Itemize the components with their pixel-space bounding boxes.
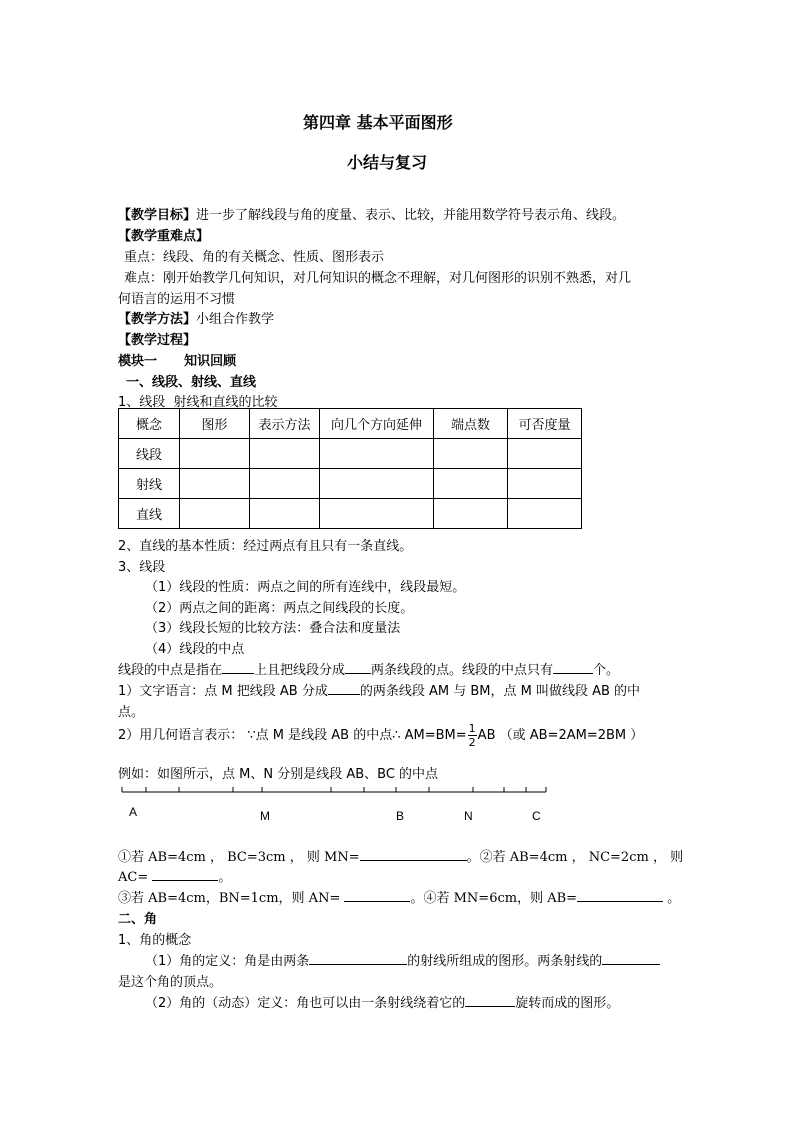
question-1b xyxy=(118,866,231,885)
midpoint-definition xyxy=(118,659,619,678)
question-1 xyxy=(118,846,683,865)
table-cell xyxy=(508,439,582,469)
table-cell xyxy=(434,499,508,529)
point-label-m: M xyxy=(260,809,270,823)
blank-field[interactable] xyxy=(309,952,407,965)
q1b-text: AC= xyxy=(118,870,149,885)
table-cell xyxy=(508,499,582,529)
blank-field[interactable] xyxy=(553,661,593,674)
sub-item-4: （4）线段的中点 xyxy=(145,642,245,657)
sub-item-1: （1）线段的性质：两点之间的所有连线中，线段最短。 xyxy=(145,580,466,595)
comparison-table xyxy=(118,408,582,529)
table-cell: 直线 xyxy=(119,499,180,529)
process-label: 【教学过程】 xyxy=(118,333,197,348)
table-cell xyxy=(508,469,582,499)
table-cell xyxy=(434,469,508,499)
blank-field[interactable] xyxy=(345,661,371,674)
hard-point-line1: 难点：刚开始教学几何知识，对几何知识的概念不理解，对几何图形的识别不熟悉，对几 xyxy=(124,271,632,286)
angle-definition xyxy=(145,950,660,969)
goal-label: 【教学目标】 xyxy=(118,208,197,223)
table-header: 图形 xyxy=(180,409,250,439)
angle-dynamic-definition xyxy=(145,992,619,1011)
fraction-numerator: 1 xyxy=(468,722,476,735)
item3: 3、线段 xyxy=(118,560,166,575)
fraction xyxy=(468,722,477,749)
method-text: 小组合作教学 xyxy=(196,312,275,327)
module-heading: 模块一 知识回顾 xyxy=(118,354,237,369)
text-language-line1 xyxy=(118,680,640,699)
q1-text-1: ①若 AB=4cm ， BC=3cm ， 则 MN= xyxy=(118,850,360,865)
teaching-method xyxy=(118,308,274,327)
q2-text-3: 。 xyxy=(667,891,681,906)
angle-dyn-1: （2）角的（动态）定义：角也可以由一条射线绕着它的 xyxy=(145,996,466,1011)
teaching-goal xyxy=(118,204,625,223)
blank-field[interactable] xyxy=(152,868,218,881)
blank-field[interactable] xyxy=(328,682,360,695)
angle-definition-2: 是这个角的顶点。 xyxy=(118,975,223,990)
blank-field[interactable] xyxy=(602,952,660,965)
sub-item-3: （3）线段长短的比较方法：叠合法和度量法 xyxy=(145,621,401,636)
geo-lang-2: AB （或 AB=2AM=2BM ） xyxy=(477,728,644,743)
angle-dyn-2: 旋转而成的图形。 xyxy=(515,996,620,1011)
item1: 1、线段 射线和直线的比较 xyxy=(118,395,278,410)
angle-concept: 1、角的概念 xyxy=(118,933,192,948)
page-subtitle: 小结与复习 xyxy=(347,153,428,172)
q1b-end: 。 xyxy=(218,870,232,885)
section1-heading: 一、线段、射线、直线 xyxy=(126,375,257,390)
table-cell xyxy=(250,499,320,529)
point-label-b: B xyxy=(396,809,405,823)
question-2 xyxy=(118,887,680,906)
text-lang-1: 1）文字语言：点 M 把线段 AB 分成 xyxy=(118,684,328,699)
key-point: 重点：线段、角的有关概念、性质、图形表示 xyxy=(124,250,385,265)
point-label-c: C xyxy=(532,809,541,823)
blank-field[interactable] xyxy=(344,889,410,902)
blank-field[interactable] xyxy=(577,889,663,902)
fraction-denominator: 2 xyxy=(468,736,476,749)
table-row xyxy=(119,439,582,469)
line-segment-diagram xyxy=(118,780,558,830)
table-cell xyxy=(320,469,434,499)
blank-field[interactable] xyxy=(465,994,515,1007)
geo-lang-1: 2）用几何语言表示： ∵点 M 是线段 AB 的中点∴ AM=BM= xyxy=(118,728,467,743)
table-cell xyxy=(180,469,250,499)
midpoint-text-1: 线段的中点是指在 xyxy=(118,663,223,678)
table-cell: 线段 xyxy=(119,439,180,469)
midpoint-text-3: 两条线段的点。线段的中点只有 xyxy=(371,663,554,678)
method-label: 【教学方法】 xyxy=(118,312,197,327)
table-cell xyxy=(434,439,508,469)
table-header-row xyxy=(119,409,582,439)
table-cell xyxy=(180,439,250,469)
q2-text-1: ③若 AB=4cm，BN=1cm，则 AN= xyxy=(118,891,341,906)
table-header: 概念 xyxy=(119,409,180,439)
difficulty-label: 【教学重难点】 xyxy=(118,229,210,244)
point-label-n: N xyxy=(464,809,473,823)
midpoint-text-4: 个。 xyxy=(593,663,620,678)
table-header: 可否度量 xyxy=(508,409,582,439)
item2: 2、直线的基本性质：经过两点有且只有一条直线。 xyxy=(118,539,413,554)
angle-def-2: 的射线所组成的图形。两条射线的 xyxy=(407,954,603,969)
table-cell xyxy=(250,469,320,499)
table-cell xyxy=(320,439,434,469)
goal-text: 进一步了解线段与角的度量、表示、比较，并能用数学符号表示角、线段。 xyxy=(196,208,626,223)
table-cell xyxy=(250,439,320,469)
blank-field[interactable] xyxy=(222,661,254,674)
midpoint-text-2: 上且把线段分成 xyxy=(254,663,346,678)
text-lang-2: 的两条线段 AM 与 BM，点 M 叫做线段 AB 的中 xyxy=(359,684,641,699)
angle-def-1: （1）角的定义：角是由两条 xyxy=(145,954,310,969)
sub-item-2: （2）两点之间的距离：两点之间线段的长度。 xyxy=(145,601,414,616)
table-cell: 射线 xyxy=(119,469,180,499)
table-header: 端点数 xyxy=(434,409,508,439)
geometry-language xyxy=(118,722,643,749)
page-title: 第四章 基本平面图形 xyxy=(303,113,453,132)
table-row xyxy=(119,469,582,499)
blank-field[interactable] xyxy=(360,848,467,861)
point-label-a: A xyxy=(129,805,138,819)
hard-point-line2: 何语言的运用不习惯 xyxy=(118,292,236,307)
table-cell xyxy=(180,499,250,529)
table-header: 表示方法 xyxy=(250,409,320,439)
q1-text-2: 。②若 AB=4cm ， NC=2cm ， 则 xyxy=(466,850,684,865)
table-cell xyxy=(320,499,434,529)
q2-text-2: 。④若 MN=6cm，则 AB= xyxy=(410,891,578,906)
table-row xyxy=(119,499,582,529)
text-language-line2: 点。 xyxy=(118,705,145,720)
table-header: 向几个方向延伸 xyxy=(320,409,434,439)
section2-heading: 二、角 xyxy=(118,912,158,927)
example-text: 例如：如图所示，点 M、N 分别是线段 AB、BC 的中点 xyxy=(118,767,439,782)
